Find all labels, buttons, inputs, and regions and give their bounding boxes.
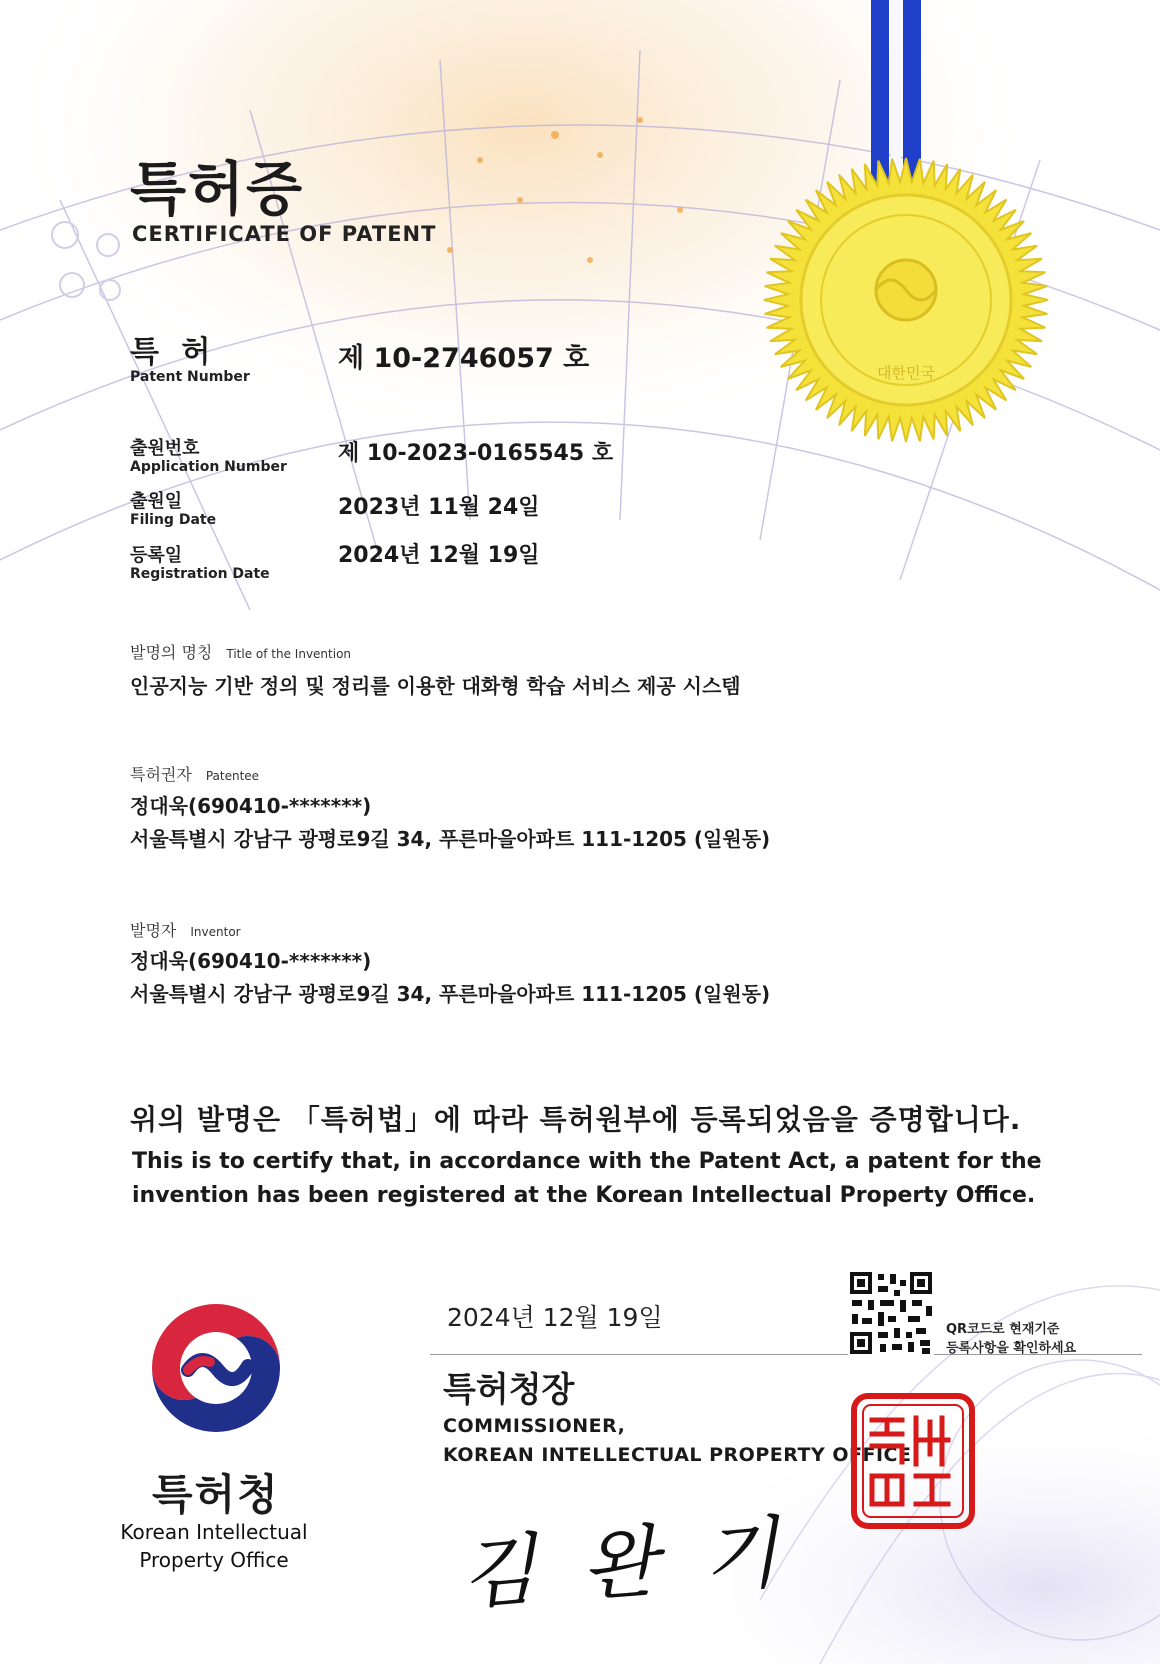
patentee-label-en: Patentee xyxy=(205,769,260,783)
kipo-name-ko: 특허청 xyxy=(152,1470,280,1519)
application-number-label-ko: 출원번호 xyxy=(130,438,200,459)
issue-date: 2024년 12월 19일 xyxy=(447,1303,663,1332)
gold-medal-seal xyxy=(760,0,1060,450)
certificate-title-ko: 특허증 xyxy=(130,155,305,223)
certification-text-en-line2: invention has been registered at the Korean Intellectual Property Office. xyxy=(132,1183,1036,1208)
filing-date-label-ko: 출원일 xyxy=(130,491,183,512)
certification-text-en-line1: This is to certify that, in accordance with the Patent Act, a patent for the xyxy=(132,1149,1042,1174)
inventor-label xyxy=(130,918,241,941)
invention-label-en: Title of the Invention xyxy=(226,647,352,661)
application-number-value: 제 10-2023-0165545 호 xyxy=(338,441,614,466)
filing-date-label-en: Filing Date xyxy=(130,512,217,528)
patentee-name: 정대욱(690410-*******) xyxy=(130,794,372,818)
registration-date-label-en: Registration Date xyxy=(130,566,270,582)
application-number-label-en: Application Number xyxy=(130,459,287,475)
patentee-address: 서울특별시 강남구 광평로9길 34, 푸른마을아파트 111-1205 (일원동) xyxy=(130,827,771,851)
inventor-address: 서울특별시 강남구 광평로9길 34, 푸른마을아파트 111-1205 (일원동) xyxy=(130,982,771,1006)
commissioner-signature: 김완기 xyxy=(457,1505,828,1621)
registration-date-label-ko: 등록일 xyxy=(130,545,183,566)
official-seal-stamp xyxy=(850,1392,976,1530)
kipo-name-en-line2: Property Office xyxy=(139,1548,289,1572)
invention-title: 인공지능 기반 정의 및 정리를 이용한 대화형 학습 서비스 제공 시스템 xyxy=(130,674,741,698)
kipo-taegeuk-emblem xyxy=(148,1300,284,1436)
patent-number-value: 제 10-2746057 호 xyxy=(338,343,590,374)
commissioner-title-ko: 특허청장 xyxy=(443,1370,575,1410)
patentee-label xyxy=(130,762,259,785)
certificate-title-en: CERTIFICATE OF PATENT xyxy=(132,222,437,246)
qr-code[interactable] xyxy=(848,1270,934,1356)
inventor-name: 정대욱(690410-*******) xyxy=(130,949,372,973)
patent-number-label-en: Patent Number xyxy=(130,369,250,385)
medal-text: 대한민국 xyxy=(877,364,935,382)
qr-note-line2: 등록사항을 확인하세요 xyxy=(946,1341,1077,1356)
patentee-label-ko: 특허권자 xyxy=(130,765,192,784)
filing-date-value: 2023년 11월 24일 xyxy=(338,495,540,520)
inventor-label-ko: 발명자 xyxy=(130,921,177,940)
certification-text-ko: 위의 발명은 「특허법」에 따라 특허원부에 등록되었음을 증명합니다. xyxy=(130,1103,1022,1136)
invention-label xyxy=(130,640,351,663)
inventor-label-en: Inventor xyxy=(190,925,241,939)
invention-label-ko: 발명의 명칭 xyxy=(130,643,213,662)
registration-date-value: 2024년 12월 19일 xyxy=(338,543,540,568)
patent-number-label-ko: 특 허 xyxy=(130,335,217,370)
qr-note-line1: QR코드로 현재기준 xyxy=(946,1322,1060,1337)
commissioner-title-en-line1: COMMISSIONER, xyxy=(443,1415,626,1437)
kipo-name-en-line1: Korean Intellectual xyxy=(120,1520,308,1544)
commissioner-title-en-line2: KOREAN INTELLECTUAL PROPERTY OFFICE xyxy=(443,1444,912,1466)
